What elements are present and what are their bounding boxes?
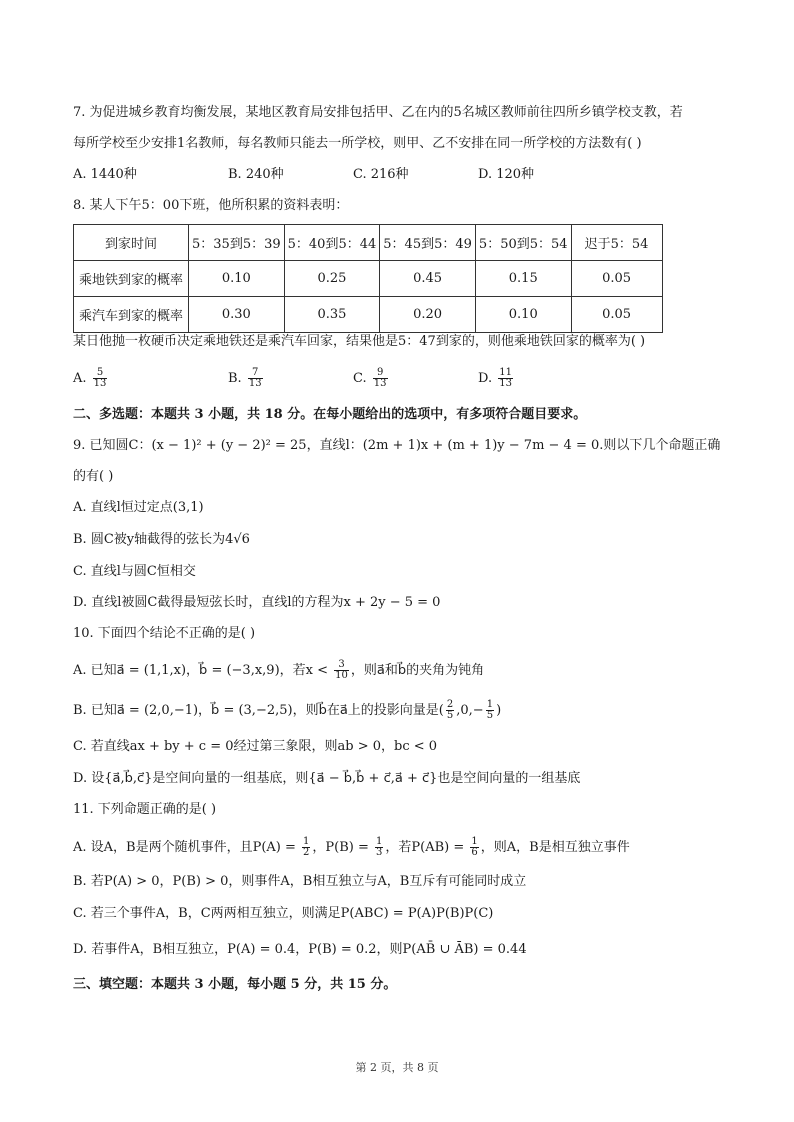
fraction	[93, 368, 108, 389]
numerator: 1	[376, 836, 383, 847]
q9-option-d: D. 直线l被圆C截得最短弦长时，直线l的方程为x + 2y − 5 = 0	[73, 595, 441, 610]
numerator: 9	[373, 368, 388, 379]
q7-stem-line2: 每所学校至少安排1名教师，每名教师只能去一所学校，则甲、乙不安排在同一所学校的方法数有( )	[73, 136, 642, 151]
table-cell: 0.20	[380, 297, 476, 333]
denominator: 10	[335, 670, 348, 681]
numerator: 2	[446, 699, 454, 710]
denominator: 3	[376, 847, 383, 858]
fraction	[302, 837, 310, 858]
table-cell: 0.10	[189, 261, 285, 297]
denominator: 13	[248, 378, 262, 389]
q10-b-text-post: )	[496, 703, 502, 718]
table-cell: 到家时间	[74, 225, 189, 261]
table-cell: 5：40到5：44	[284, 225, 380, 261]
table-cell: 0.45	[380, 261, 476, 297]
table-cell: 5：35到5：39	[189, 225, 285, 261]
denominator: 5	[446, 710, 454, 721]
q7-stem-line1: 7. 为促进城乡教育均衡发展，某地区教育局安排包括甲、乙在内的5名城区教师前往四所乡镇学校支教，若	[73, 105, 683, 120]
numerator: 3	[334, 660, 349, 671]
q10-option-c: C. 若直线ax + by + c = 0经过第三象限，则ab > 0，bc < 0	[73, 739, 438, 754]
denominator: 13	[499, 378, 512, 389]
section-2-heading: 二、多选题：本题共 3 小题，共 18 分。在每小题给出的选项中，有多项符合题目要求。	[73, 407, 587, 422]
option-label: B.	[228, 371, 242, 386]
q8-options	[73, 367, 733, 389]
table-cell: 0.05	[571, 297, 662, 333]
q11-option-b: B. 若P(A) > 0，P(B) > 0，则事件A，B相互独立与A，B互斥有可能同时成立	[73, 874, 527, 889]
q10-option-b	[73, 700, 501, 721]
q11-option-c: C. 若三个事件A，B，C两两相互独立，则满足P(ABC) = P(A)P(B)P(C)	[73, 906, 494, 921]
option-label: C.	[353, 371, 367, 386]
q8-option-d	[478, 368, 515, 389]
table-cell: 5：45到5：49	[380, 225, 476, 261]
denominator: 13	[373, 378, 387, 389]
table-cell: 迟于5：54	[571, 225, 662, 261]
q10-b-text-pre: B. 已知a⃗ = (2,0,−1)，b⃗ = (3,−2,5)，则b⃗在a⃗上的投影向量是(	[73, 703, 444, 718]
option-label: A.	[73, 371, 87, 386]
q10-a-text-post: ，则a⃗和b⃗的夹角为钝角	[350, 663, 485, 678]
fraction	[373, 368, 388, 389]
q9-stem-line2: 的有( )	[73, 469, 114, 484]
table-cell: 0.15	[475, 261, 571, 297]
numerator: 11	[499, 367, 512, 378]
q11-option-d: D. 若事件A，B相互独立，P(A) = 0.4，P(B) = 0.2，则P(AB̄ ∪ ĀB) = 0.44	[73, 942, 527, 957]
fraction	[470, 837, 478, 858]
denominator: 13	[93, 378, 107, 389]
q8-probability-table	[73, 224, 663, 333]
q11-a-text-mid2: ，若P(AB) =	[385, 840, 465, 855]
page-footer: 第 2 页，共 8 页	[355, 1061, 439, 1074]
q9-option-a: A. 直线l恒过定点(3,1)	[73, 500, 204, 515]
numerator: 7	[248, 368, 263, 379]
table-header-row	[74, 225, 663, 261]
table-row	[74, 261, 663, 297]
option-label: D.	[478, 371, 493, 386]
fraction	[486, 700, 494, 721]
q9-option-c: C. 直线l与圆C恒相交	[73, 564, 196, 579]
q11-a-text-mid1: ，P(B) =	[312, 840, 369, 855]
table-cell: 0.35	[284, 297, 380, 333]
q7-option-b: B. 240种	[228, 167, 284, 182]
denominator: 5	[486, 710, 494, 721]
table-cell: 乘地铁到家的概率	[74, 261, 189, 297]
section-3-heading: 三、填空题：本题共 3 小题，每小题 5 分，共 15 分。	[73, 977, 397, 992]
denominator: 2	[303, 847, 310, 858]
q8-option-b	[228, 368, 265, 389]
table-cell: 0.05	[571, 261, 662, 297]
numerator: 1	[486, 699, 494, 710]
q10-option-d: D. 设{a⃗,b⃗,c⃗}是空间向量的一组基底，则{a⃗ − b⃗,b⃗ + c⃗,a⃗ + c⃗}也是空间向量的一组基底	[73, 771, 581, 786]
table-row	[74, 297, 663, 333]
q7-options	[73, 166, 733, 184]
fraction	[446, 700, 454, 721]
q7-option-d: D. 120种	[478, 167, 535, 182]
q8-stem: 8. 某人下午5：00下班，他所积累的资料表明：	[73, 198, 349, 213]
q7-option-a: A. 1440种	[73, 167, 137, 182]
numerator: 1	[471, 836, 478, 847]
q8-after-text: 某日他抛一枚硬币决定乘地铁还是乘汽车回家，结果他是5：47到家的，则他乘地铁回家的概率为( )	[73, 334, 646, 349]
fraction	[498, 368, 513, 389]
numerator: 1	[303, 836, 310, 847]
q11-a-text-pre: A. 设A，B是两个随机事件，且P(A) =	[73, 840, 296, 855]
q7-option-c: C. 216种	[353, 167, 409, 182]
table-cell: 0.10	[475, 297, 571, 333]
q8-option-c	[353, 368, 390, 389]
q10-a-text-pre: A. 已知a⃗ = (1,1,x)，b⃗ = (−3,x,9)，若x <	[73, 663, 328, 678]
q11-a-text-post: ，则A，B是相互独立事件	[480, 840, 630, 855]
q10-stem: 10. 下面四个结论不正确的是( )	[73, 626, 256, 641]
table-cell: 0.25	[284, 261, 380, 297]
table-cell: 0.30	[189, 297, 285, 333]
q11-option-a	[73, 837, 630, 858]
table-cell: 5：50到5：54	[475, 225, 571, 261]
numerator: 5	[93, 368, 108, 379]
q11-stem: 11. 下列命题正确的是( )	[73, 802, 217, 817]
q8-option-a	[73, 368, 109, 389]
table-cell: 乘汽车到家的概率	[74, 297, 189, 333]
q10-option-a	[73, 660, 484, 681]
q10-b-text-mid: ,0,−	[456, 703, 484, 718]
fraction	[375, 837, 383, 858]
denominator: 6	[471, 847, 478, 858]
fraction	[334, 660, 349, 681]
q9-stem-line1: 9. 已知圆C：(x − 1)² + (y − 2)² = 25，直线l：(2m + 1)x + (m + 1)y − 7m − 4 = 0.则以下几个命题正确	[73, 438, 721, 453]
fraction	[248, 368, 263, 389]
q9-option-b: B. 圆C被y轴截得的弦长为4√6	[73, 532, 250, 547]
